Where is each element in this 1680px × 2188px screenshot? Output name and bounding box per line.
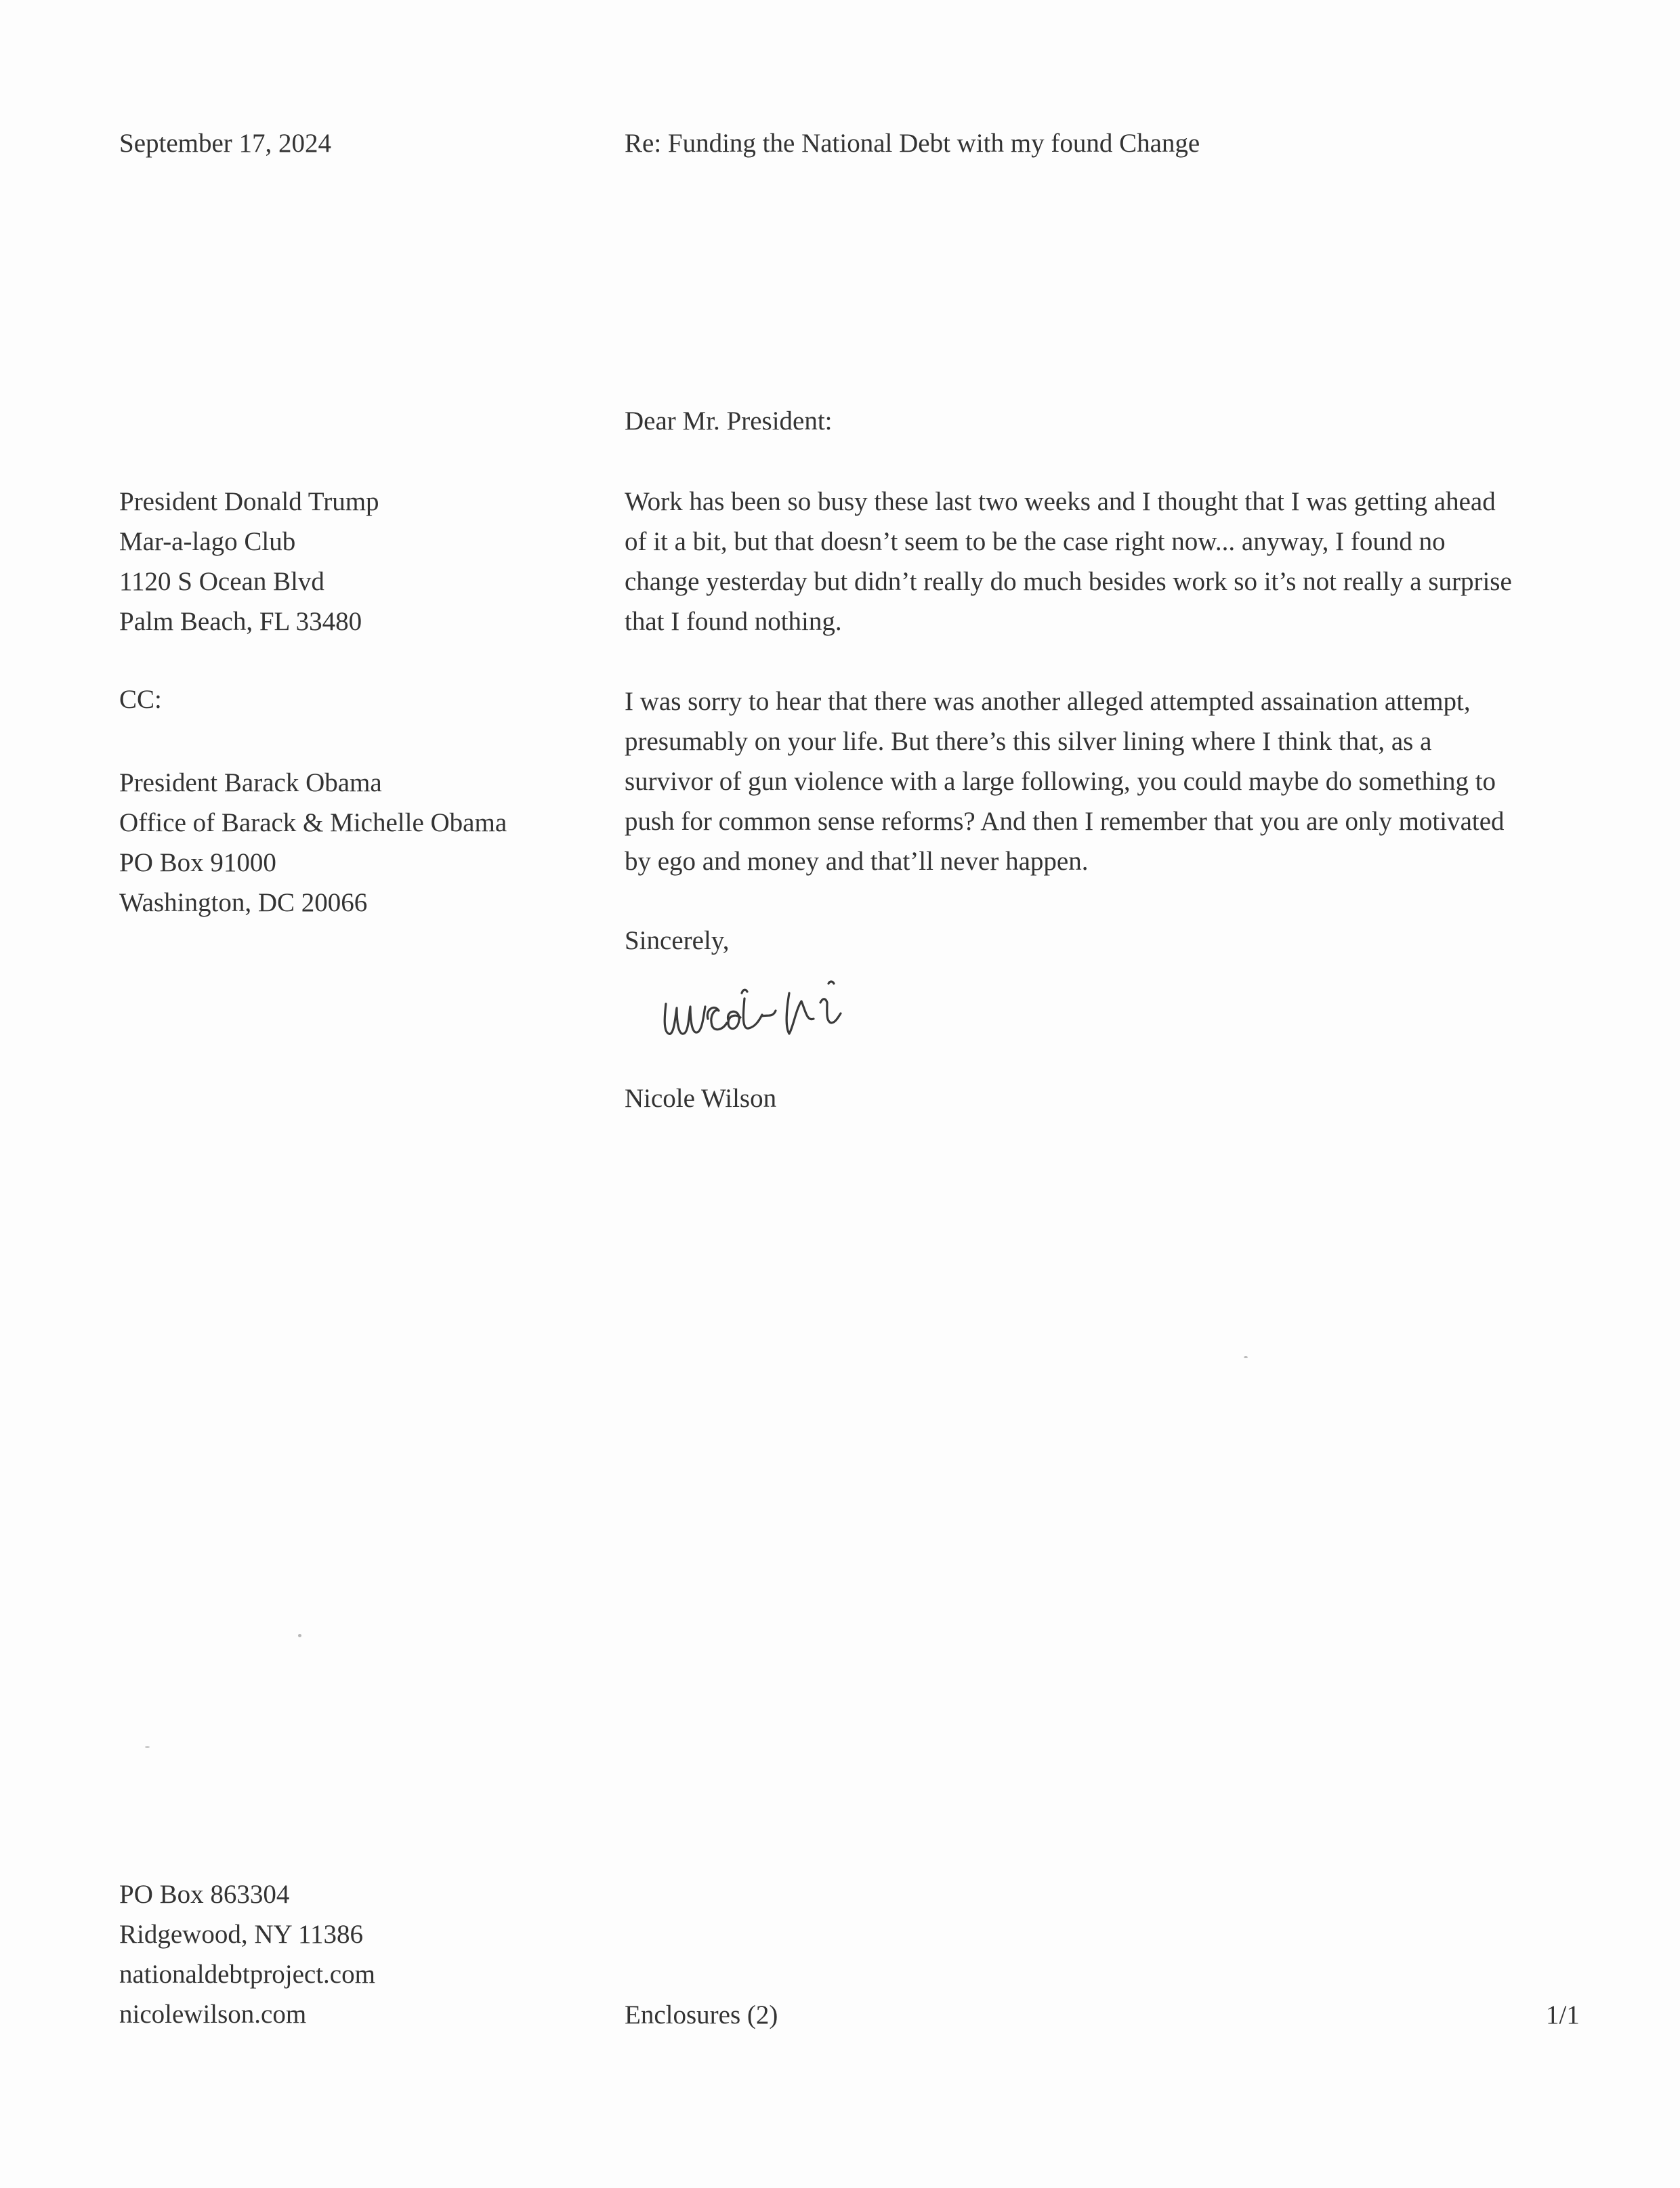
sender-line: PO Box 863304 bbox=[119, 1880, 290, 1909]
recipient-address bbox=[119, 482, 379, 641]
page-number: 1/1 bbox=[1546, 2000, 1580, 2029]
salutation: Dear Mr. President: bbox=[625, 406, 833, 436]
body-paragraph bbox=[625, 482, 1587, 641]
scan-speck bbox=[145, 1746, 150, 1748]
body-line: survivor of gun violence with a large following, you could maybe do something to bbox=[625, 767, 1496, 796]
closing: Sincerely, bbox=[625, 926, 730, 955]
scan-speck bbox=[1244, 1356, 1248, 1358]
cc-line: President Barack Obama bbox=[119, 768, 382, 797]
signer-name: Nicole Wilson bbox=[625, 1084, 777, 1113]
scan-speck bbox=[298, 1634, 301, 1637]
body-line: Work has been so busy these last two weeks and I thought that I was getting ahead bbox=[625, 487, 1496, 516]
body-line: change yesterday but didn’t really do much besides work so it’s not really a surprise bbox=[625, 567, 1512, 596]
letter-date: September 17, 2024 bbox=[119, 129, 332, 158]
handwritten-signature bbox=[660, 969, 1013, 1057]
letter-body bbox=[625, 482, 1587, 921]
sender-address bbox=[119, 1874, 375, 2034]
cc-label: CC: bbox=[119, 685, 162, 714]
recipient-line: Mar-a-lago Club bbox=[119, 527, 296, 556]
recipient-line: 1120 S Ocean Blvd bbox=[119, 567, 324, 596]
recipient-line: Palm Beach, FL 33480 bbox=[119, 607, 362, 636]
enclosures-note: Enclosures (2) bbox=[625, 2000, 778, 2029]
letter-subject: Re: Funding the National Debt with my found Change bbox=[625, 129, 1200, 158]
cc-line: Washington, DC 20066 bbox=[119, 888, 368, 917]
body-line: by ego and money and that’ll never happen. bbox=[625, 847, 1089, 876]
recipient-line: President Donald Trump bbox=[119, 487, 379, 516]
sender-website: nicolewilson.com bbox=[119, 2000, 307, 2029]
sender-website: nationaldebtproject.com bbox=[119, 1960, 375, 1989]
cc-line: Office of Barack & Michelle Obama bbox=[119, 808, 507, 837]
body-line: presumably on your life. But there’s this silver lining where I think that, as a bbox=[625, 727, 1432, 756]
body-line: of it a bit, but that doesn’t seem to be the case right now... anyway, I found no bbox=[625, 527, 1446, 556]
body-line: that I found nothing. bbox=[625, 607, 842, 636]
body-paragraph bbox=[625, 681, 1587, 881]
sender-line: Ridgewood, NY 11386 bbox=[119, 1920, 364, 1949]
body-line: push for common sense reforms? And then I remember that you are only motivated bbox=[625, 807, 1505, 836]
cc-line: PO Box 91000 bbox=[119, 848, 276, 877]
cc-address bbox=[119, 763, 507, 923]
body-line: I was sorry to hear that there was another alleged attempted assaination attempt, bbox=[625, 687, 1471, 716]
